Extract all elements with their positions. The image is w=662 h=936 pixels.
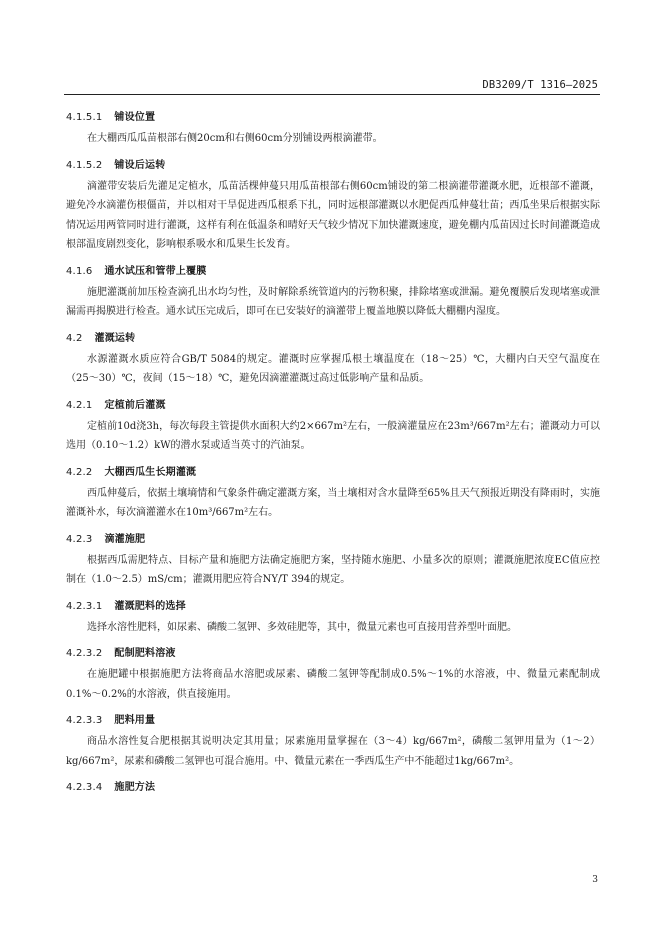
section-title: 铺设后运转	[114, 159, 166, 171]
body-paragraph: 施肥灌溉前加压检查滴孔出水均匀性，及时解除系统管道内的污物积聚，排除堵塞或泄漏。避免覆膜后发现堵塞或泄漏需再揭膜进行检查。通水试压完成后，即可在已安装好的滴灌带上覆盖地膜以降低大棚棚内湿度。	[66, 286, 600, 317]
document-number: DB3209/T 1316—2025	[482, 79, 598, 91]
section-heading	[66, 156, 600, 171]
body-paragraph: 在大棚西瓜瓜苗根部右侧20cm和右侧60cm分别铺设两根滴灌带。	[87, 133, 383, 144]
body-paragraph: 商品水溶性复合肥根据其说明决定其用量；尿素施用量掌握在（3～4）kg/667m²，磷酸二氢钾用量为（1～2）kg/667m²，尿素和磷酸二氢钾也可混合施用。中、微量元素在一季西瓜生产中不能超过1kg/667m²。	[66, 736, 600, 767]
section-number: 4.2.3.3	[66, 715, 103, 726]
page-number: 3	[592, 875, 598, 885]
section-heading	[66, 597, 600, 612]
section-heading	[66, 778, 600, 793]
header-divider	[64, 94, 600, 95]
section-heading	[66, 262, 600, 277]
body-paragraph: 西瓜伸蔓后，依据土壤墒情和气象条件确定灌溉方案，当土壤相对含水量降至65%且天气预报近期没有降雨时，实施灌溉补水，每次滴灌灌水在10m³/667m²左右。	[66, 487, 600, 518]
body-paragraph: 在施肥罐中根据施肥方法将商品水溶肥或尿素、磷酸二氢钾等配制成0.5%～1%的水溶液，中、微量元素配制成0.1%～0.2%的水溶液，供直接施用。	[66, 669, 600, 700]
body-paragraph: 选择水溶性肥料，如尿素、磷酸二氢钾、多效硅肥等，其中，微量元素也可直接用营养型叶面肥。	[87, 621, 517, 633]
section-number: 4.2.2	[66, 466, 93, 478]
section-title: 配制肥料溶液	[114, 648, 176, 659]
body-paragraph: 根据西瓜需肥特点、目标产量和施肥方法确定施肥方案，坚持随水施肥、小量多次的原则；灌溉施肥浓度EC值应控制在（1.0～2.5）mS/cm；灌溉用肥应符合NY/T 394的规定。	[66, 554, 600, 585]
section-number: 4.2.3.1	[66, 600, 103, 612]
section-number: 4.2.3.4	[66, 782, 103, 793]
section-number: 4.1.5.1	[66, 112, 103, 123]
section-title: 铺设位置	[114, 112, 156, 123]
body-paragraph: 水源灌溉水质应符合GB/T 5084的规定。灌溉时应掌握瓜根土壤温度在（18～25）℃，大棚内白天空气温度在（25～30）℃，夜间（15～18）℃，避免因滴灌灌溉过高过低影响产量和品质。	[66, 353, 600, 384]
section-title: 通水试压和管带上覆膜	[104, 265, 207, 277]
section-number: 4.1.5.2	[66, 159, 103, 171]
document-body	[66, 101, 600, 799]
section-title: 灌溉运转	[94, 332, 136, 344]
section-number: 4.2.3.2	[66, 648, 103, 659]
section-heading	[66, 329, 600, 344]
section-number: 4.2.3	[66, 533, 93, 545]
section-title: 施肥方法	[114, 782, 156, 793]
section-heading	[66, 530, 600, 545]
section-heading	[66, 396, 600, 411]
section-heading	[66, 463, 600, 478]
section-heading	[66, 644, 600, 659]
section-title: 肥料用量	[114, 715, 156, 726]
section-title: 灌溉肥料的选择	[114, 600, 186, 612]
section-number: 4.2.1	[66, 399, 93, 411]
section-number: 4.2	[66, 332, 83, 344]
section-title: 定植前后灌溉	[104, 399, 166, 411]
section-title: 滴灌施肥	[104, 533, 146, 545]
body-paragraph: 滴灌带安装后先灌足定植水，瓜苗活棵伸蔓只用瓜苗根部右侧60cm铺设的第二根滴灌带灌溉水肥，近根部不灌溉，避免冷水滴灌伤根僵苗，并以相对干旱促进西瓜根系下扎，同时远根部灌溉以水肥促西瓜伸蔓壮苗；西瓜坐果后根据实际情况运用两管同时进行灌溉，这样有利在低温条和晴好天气较少情况下加快灌溉速度，避免棚内瓜苗因过长时间灌溉造成根部温度剧烈变化，影响根系吸水和瓜果生长发育。	[66, 180, 600, 250]
section-heading	[66, 711, 600, 726]
section-title: 大棚西瓜生长期灌溉	[104, 466, 197, 478]
section-heading	[66, 108, 600, 123]
section-number: 4.1.6	[66, 265, 93, 277]
body-paragraph: 定植前10d浇3h，每次每段主管提供水面积大约2×667m²左右，一般滴灌量应在23m³/667m²左右；灌溉动力可以选用（0.10～1.2）kW的潜水泵或适当英寸的汽油泵。	[66, 420, 600, 451]
